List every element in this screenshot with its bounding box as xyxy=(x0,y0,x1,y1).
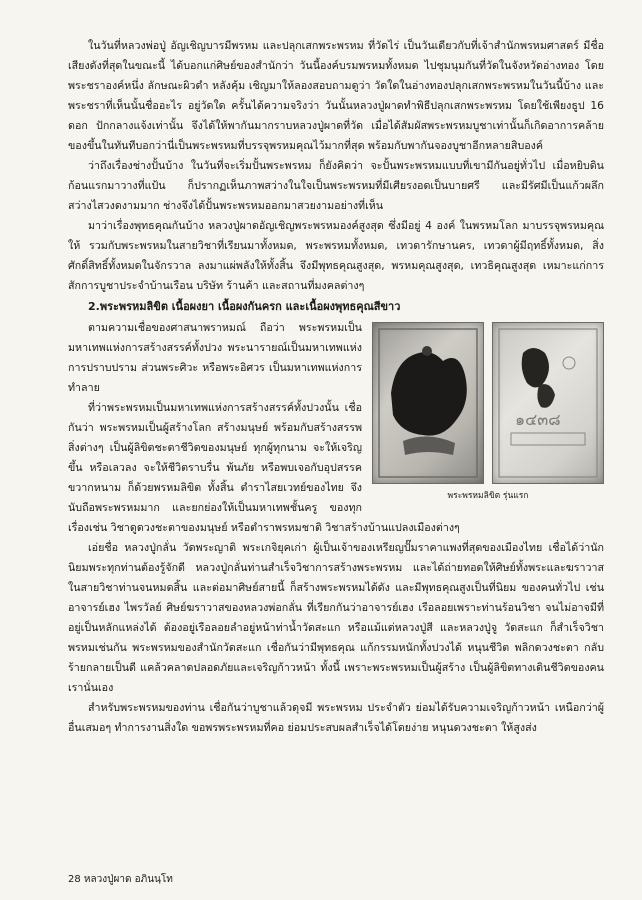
page-footer: 28 หลวงปู่ผาด อภินนฺโท xyxy=(68,874,173,885)
paragraph-3: มาว่าเรื่องพุทธคุณกันบ้าง หลวงปู่ผาดอัญเชิญพระพรหมองค์สูงสุด ซึ่งมีอยู่ 4 องค์ ในพรหมโลก มาบรรจุพรหมคุณให้ รวมกับพระพรหมในสายวิชาที่เรียนมาทั้งหมด, พระพรหมทั้งหมด, เทวดารักษานคร, เทวดาผู้มีฤทธิ์ทั้งหมด, สิ่งศักดิ์สิทธิ์ทั้งหมดในจักรวาล ลงมาแผ่พลังให้ทั้งสิ้น จึงมีพุทธคุณสูงสุด, พรหมคุณสูงสุด, เทวธิคุณสูงสุด เหมาะแก่การสักการบูชาประจำบ้านเรือน บริษัท ร้านค้า และสถานที่มงคลต่างๆ xyxy=(68,219,604,292)
svg-text:๑๔๓๘: ๑๔๓๘ xyxy=(515,410,561,429)
paragraph-2: ว่าถึงเรื่องช่างปั้นบ้าง ในวันที่จะเริ่มปั้นพระพรหม ก็ยังคิดว่า จะปั้นพระพรหมแบบที่เขามีกันอยู่ทั่วไป เมื่อหยิบดินก้อนแรกมาวางที่แป้น ก็ปรากฏเห็นภาพสว่างในใจเป็นพระพรหมที่มีเศียรงอดเป็นบายศรี และมีรัศมีเป็นแก้วผลึกสว่างไสวงดงามมาก ช่างจึงได้ปั้นพระพรหมออกมาสวยงามอย่างที่เห็น xyxy=(68,159,604,212)
amulet-photo-icon xyxy=(372,322,484,484)
paragraph-7: สำหรับพระพรหมของท่าน เชื่อกันว่าบูชาแล้วดุจมี พระพรหม ประจำตัว ย่อมได้รับความเจริญก้าวหน้า เหนือกว่าผู้อื่นเสมอๆ ทำการงานสิ่งใด ขอพรพระพรหมที่คอ ย่อมประสบผลสำเร็จได้โดยง่าย หนุนดวงชะตา ให้สูงส่ง xyxy=(68,701,604,734)
paragraph-1: ในวันที่หลวงพ่อปู่ อัญเชิญบารมีพรหม และปลุกเสกพระพรหม ที่วัดไร่ เป็นวันเดียวกับที่เจ้าสำนักพรหมศาสตร์ มีชื่อเสียงดังที่สุดในขณะนี้ ได้บอกแก่ศิษย์ของสำนักว่า วันนี้องค์บรมพรหมทั้งหมด ไปชุมนุมกันที่วัดในจังหวัดอ่างทอง โดยพระชราองค์หนึ่ง ลักษณะผิวดำ หลังคุ้ม เชิญมาให้ลองสอบถามดูว่า วัดใดในอ่างทองปลุกเสกพระพรหมในวันนี้บ้าง และพระชราที่เห็นนั้นชื่ออะไร อยู่วัดใด ครั้นได้ความจริงว่า วันนั้นหลวงปู่ผาดทำพิธีปลุกเสกพระพรหม โดยใช้เพียงธูป 16 ดอก ปักกลางแจ้งเท่านั้น จึงได้ให้พากันมากราบหลวงปู่ผาดที่วัด เมื่อได้สัมผัสพระพรหมบูชาเท่านั้นก็เกิดอาการคล้ายของขึ้นในทันทีบอกว่านี่เป็นพระพรหมที่บรรจุพรหมคุณไว้มากที่สุด พร้อมกับพากันจองบูชาอีกหลายสิบองค์ xyxy=(68,39,604,152)
section-heading: 2.พระพรหมลิขิต เนื้อผงยา เนื้อผงกันครก และเนื้อผงพุทธคุณสีขาว xyxy=(88,300,401,313)
paragraph-4: ตามความเชื่อของศาสนาพราหมณ์ ถือว่า พระพรหมเป็นมหาเทพแห่งการสร้างสรรค์ทั้งปวง พระนารายณ์เป็นมหาเทพแห่งการปราบปราม ส่วนพระศิวะ หรือพระอิศวร เป็นมหาเทพแห่งการทำลาย xyxy=(68,321,362,394)
amulet-back-photo-icon xyxy=(492,322,604,484)
amulet-figure xyxy=(372,322,604,502)
paragraph-5: ที่ว่าพระพรหมเป็นมหาเทพแห่งการสร้างสรรค์ทั้งปวงนั้น เชื่อกันว่า พระพรหมเป็นผู้สร้างโลก สร้างมนุษย์ พร้อมกับสร้างสรรพสิ่งต่างๆ เป็นผู้ลิขิตชะตาชีวิตของมนุษย์ ทุกผู้ทุกนาม จะให้เจริญขึ้น หรือเลวลง จะให้ชีวิตราบรื่น พ้นภัย หรือพบเจอกับอุปสรรคขวากหนาม ก็ด้วยพรหมลิขิต ทั้งสิ้น ตำราไสยเวทย์ของไทย จึงนับถือพระพรหมมาก และยกย่องให้เป็นมหาเทพชั้นครู ของทุกเรื่องเช่น วิชาดูดวงชะตาของมนุษย์ หรือตำราพรหมชาติ วิชาสร้างบ้านแปลงเมืองต่างๆ xyxy=(68,401,460,534)
figure-caption: พระพรหมลิขิต รุ่นแรก xyxy=(447,491,529,501)
paragraph-6: เอ่ยชื่อ หลวงปู่กลั่น วัดพระญาติ พระเกจิยุคเก่า ผู้เป็นเจ้าของเหรียญปั๊มราคาแพงที่สุดของเมืองไทย เชื่อได้ว่านักนิยมพระทุกท่านต้องรู้จักดี หลวงปู่กลั่นท่านสำเร็จวิชาการสร้างพระพรหม และได้ถ่ายทอดให้ศิษย์ทั้งพระและฆราวาส ในสายวิชาท่านจนหมดสิ้น และต่อมาศิษย์สายนี้ ก็สร้างพระพรหมได้ดัง และมีพุทธคุณสูงเป็นที่นิยม ของคนทั่วไป เช่น อาจารย์เฮง ไพรวัลย์ ศิษย์ฆราวาสของหลวงพ่อกลั่น ที่เรียกกันว่าอาจารย์เฮง เรือลอยเพราะท่านร้อนวิชา จนไม่อาจมีที่อยู่เป็นหลักแหล่งได้ ต้องอยู่เรือลอยลำอยู่หน้าท่าน้ำวัดสะแก หรือแม้แต่หลวงปู่สี และหลวงปู่จู วัดสะแก ก็สำเร็จวิชาพรหมเช่นกัน พระพรหมของสำนักวัดสะแก เชื่อกันว่ามีพุทธคุณ แก้กรรมหนักทั้งปวงได้ หนุนชีวิต พลิกดวงชะตา กลับร้ายกลายเป็นดี แคล้วคลาดปลอดภัยและเจริญก้าวหน้า ทั้งนี้ เพราะพระพรหมเป็นผู้สร้าง เป็นผู้ลิขิตทางเดินชีวิตของคนเรานั่นเอง xyxy=(68,541,604,694)
